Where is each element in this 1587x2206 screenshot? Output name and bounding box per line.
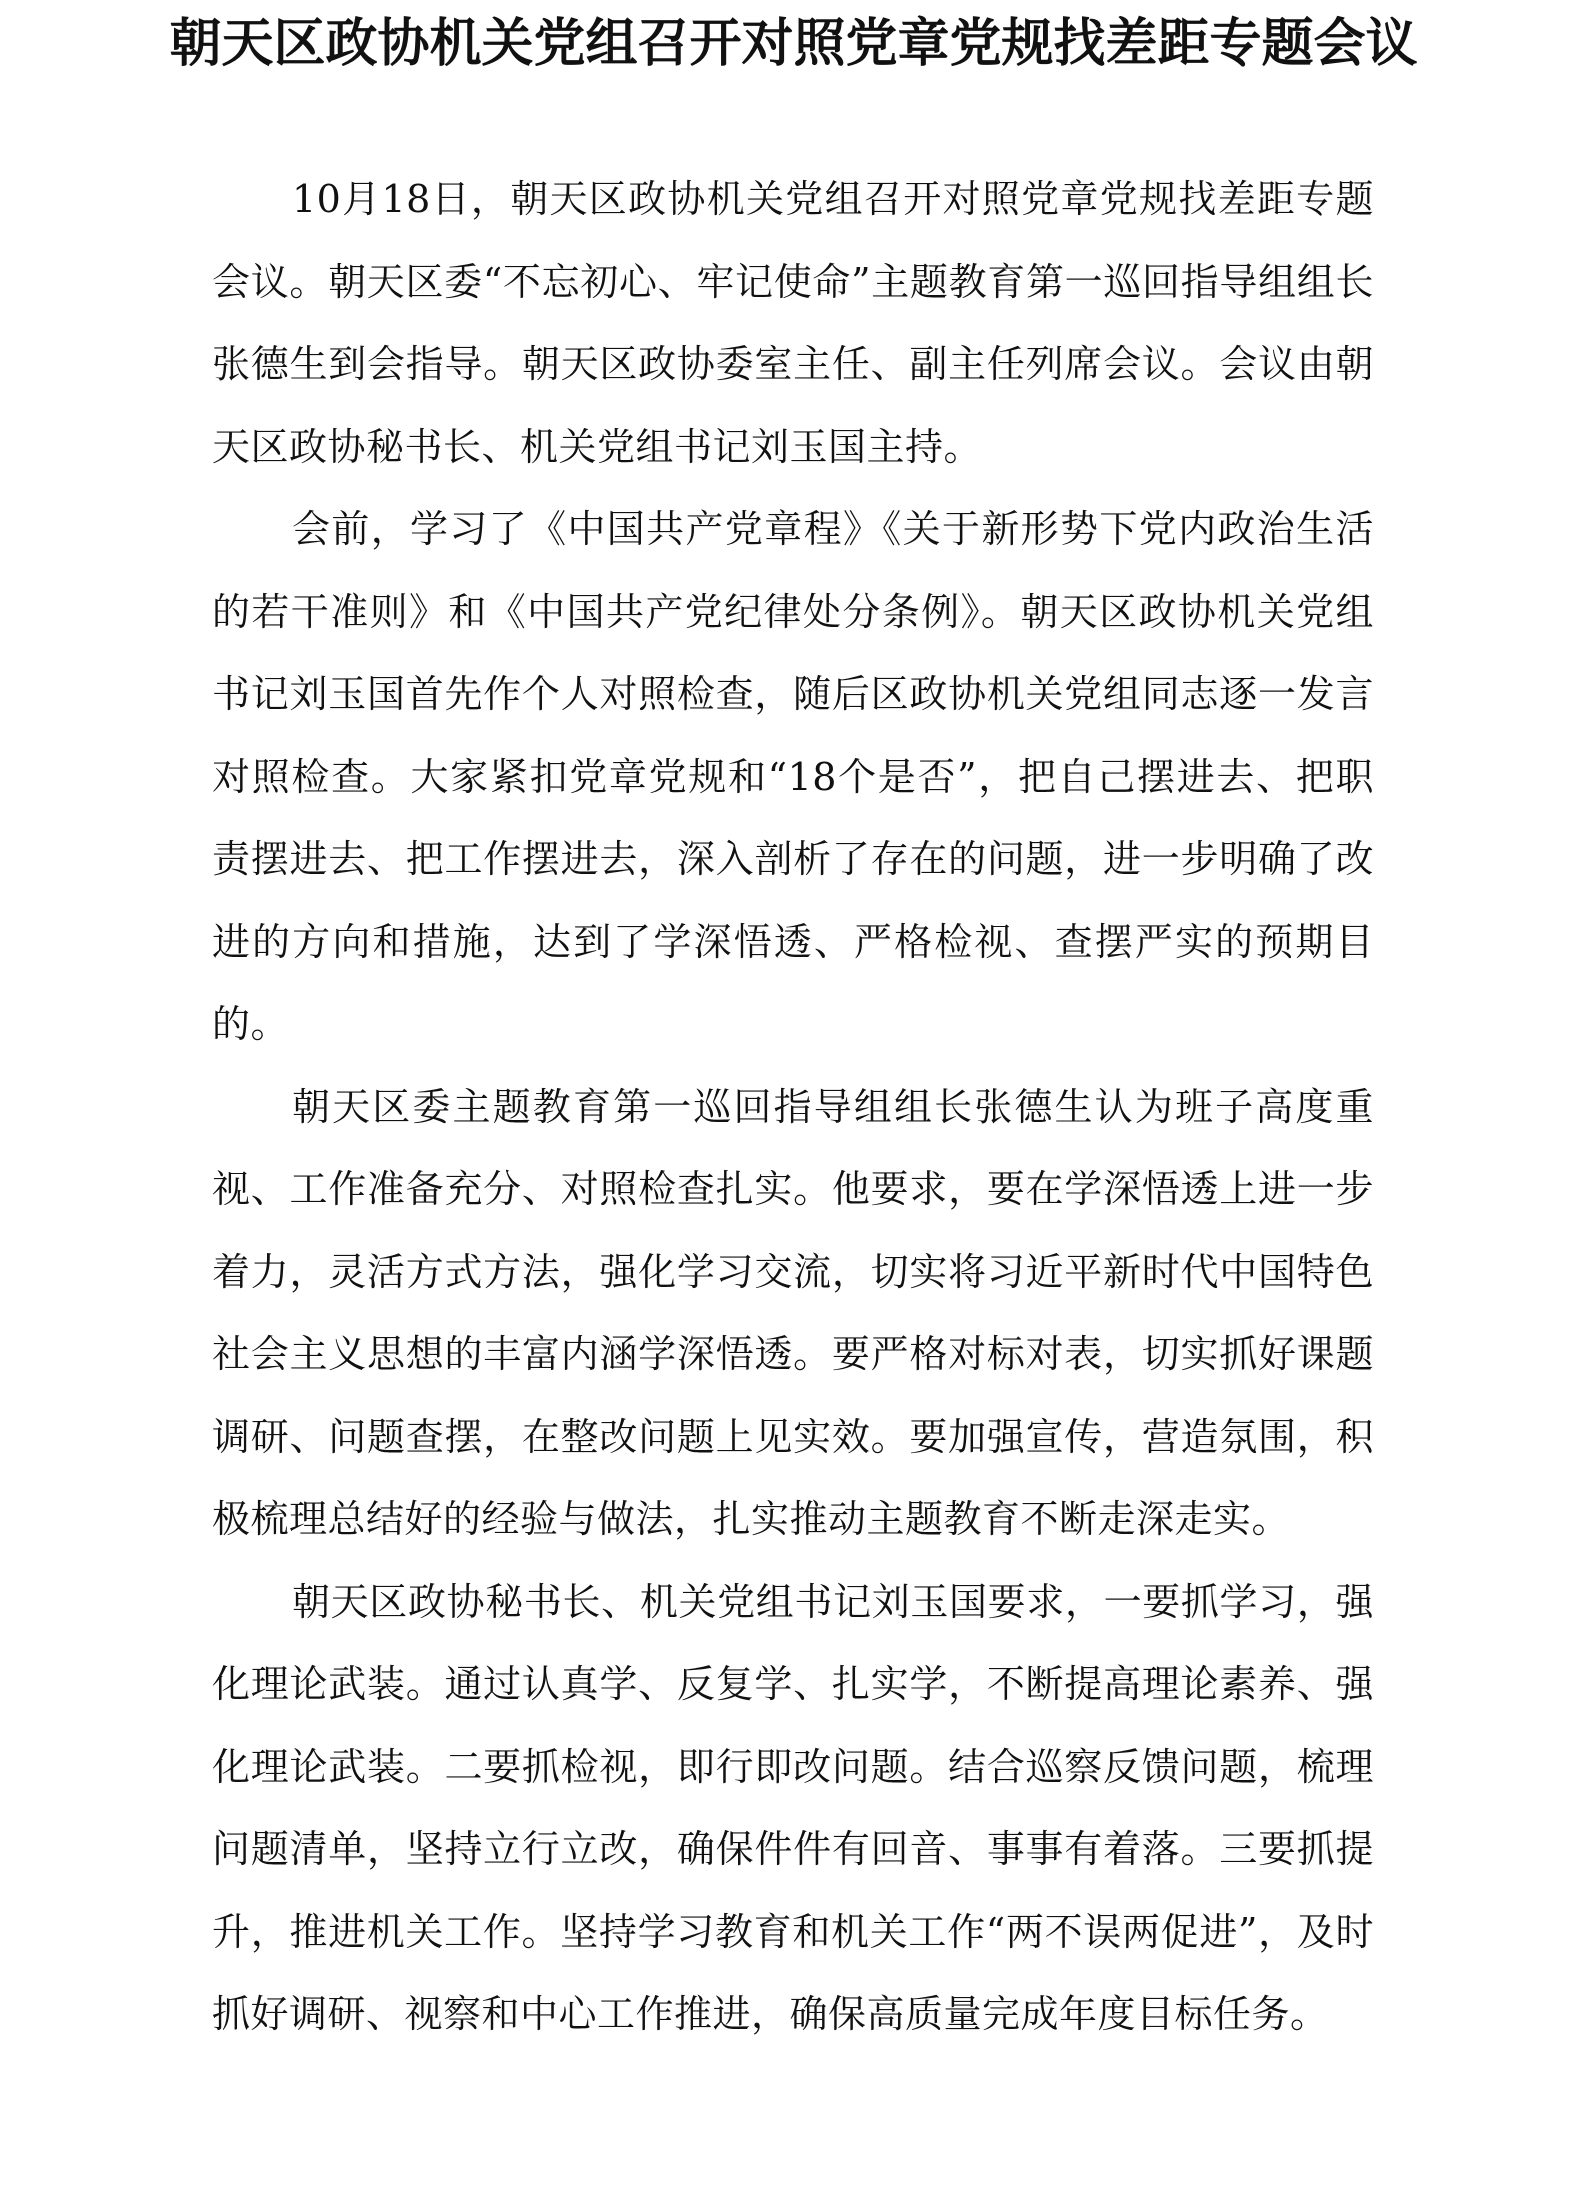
paragraph-meeting-overview: 10月18日，朝天区政协机关党组召开对照党章党规找差距专题会议。朝天区委“不忘初心、牢记使命”主题教育第一巡回指导组组长张德生到会指导。朝天区政协委室主任、副主任列席会议。会议由朝天区政协秘书长、机关党组书记刘玉国主持。 [212, 177, 1374, 469]
document-title: 朝天区政协机关党组召开对照党章党规找差距专题会议 [169, 13, 1418, 74]
document-body [212, 158, 1374, 2056]
paragraph-pre-meeting-study: 会前，学习了《中国共产党章程》《关于新形势下党内政治生活的若干准则》和《中国共产党纪律处分条例》。朝天区政协机关党组书记刘玉国首先作个人对照检查，随后区政协机关党组同志逐一发言对照检查。大家紧扣党章党规和“18个是否”，把自己摆进去、把职责摆进去、把工作摆进去，深入剖析了存在的问题，进一步明确了改进的方向和措施，达到了学深悟透、严格检视、查摆严实的预期目的。 [212, 507, 1374, 1046]
paragraph-secretary-requirements: 朝天区政协秘书长、机关党组书记刘玉国要求，一要抓学习，强化理论武装。通过认真学、反复学、扎实学，不断提高理论素养、强化理论武装。二要抓检视，即行即改问题。结合巡察反馈问题，梳理问题清单，坚持立行立改，确保件件有回音、事事有着落。三要抓提升，推进机关工作。坚持学习教育和机关工作“两不误两促进”，及时抓好调研、视察和中心工作推进，确保高质量完成年度目标任务。 [212, 1579, 1374, 2036]
paragraph-guidance-group-remarks: 朝天区委主题教育第一巡回指导组组长张德生认为班子高度重视、工作准备充分、对照检查扎实。他要求，要在学深悟透上进一步着力，灵活方式方法，强化学习交流，切实将习近平新时代中国特色社会主义思想的丰富内涵学深悟透。要严格对标对表，切实抓好课题调研、问题查摆，在整改问题上见实效。要加强宣传，营造氛围，积极梳理总结好的经验与做法，扎实推动主题教育不断走深走实。 [212, 1084, 1374, 1541]
